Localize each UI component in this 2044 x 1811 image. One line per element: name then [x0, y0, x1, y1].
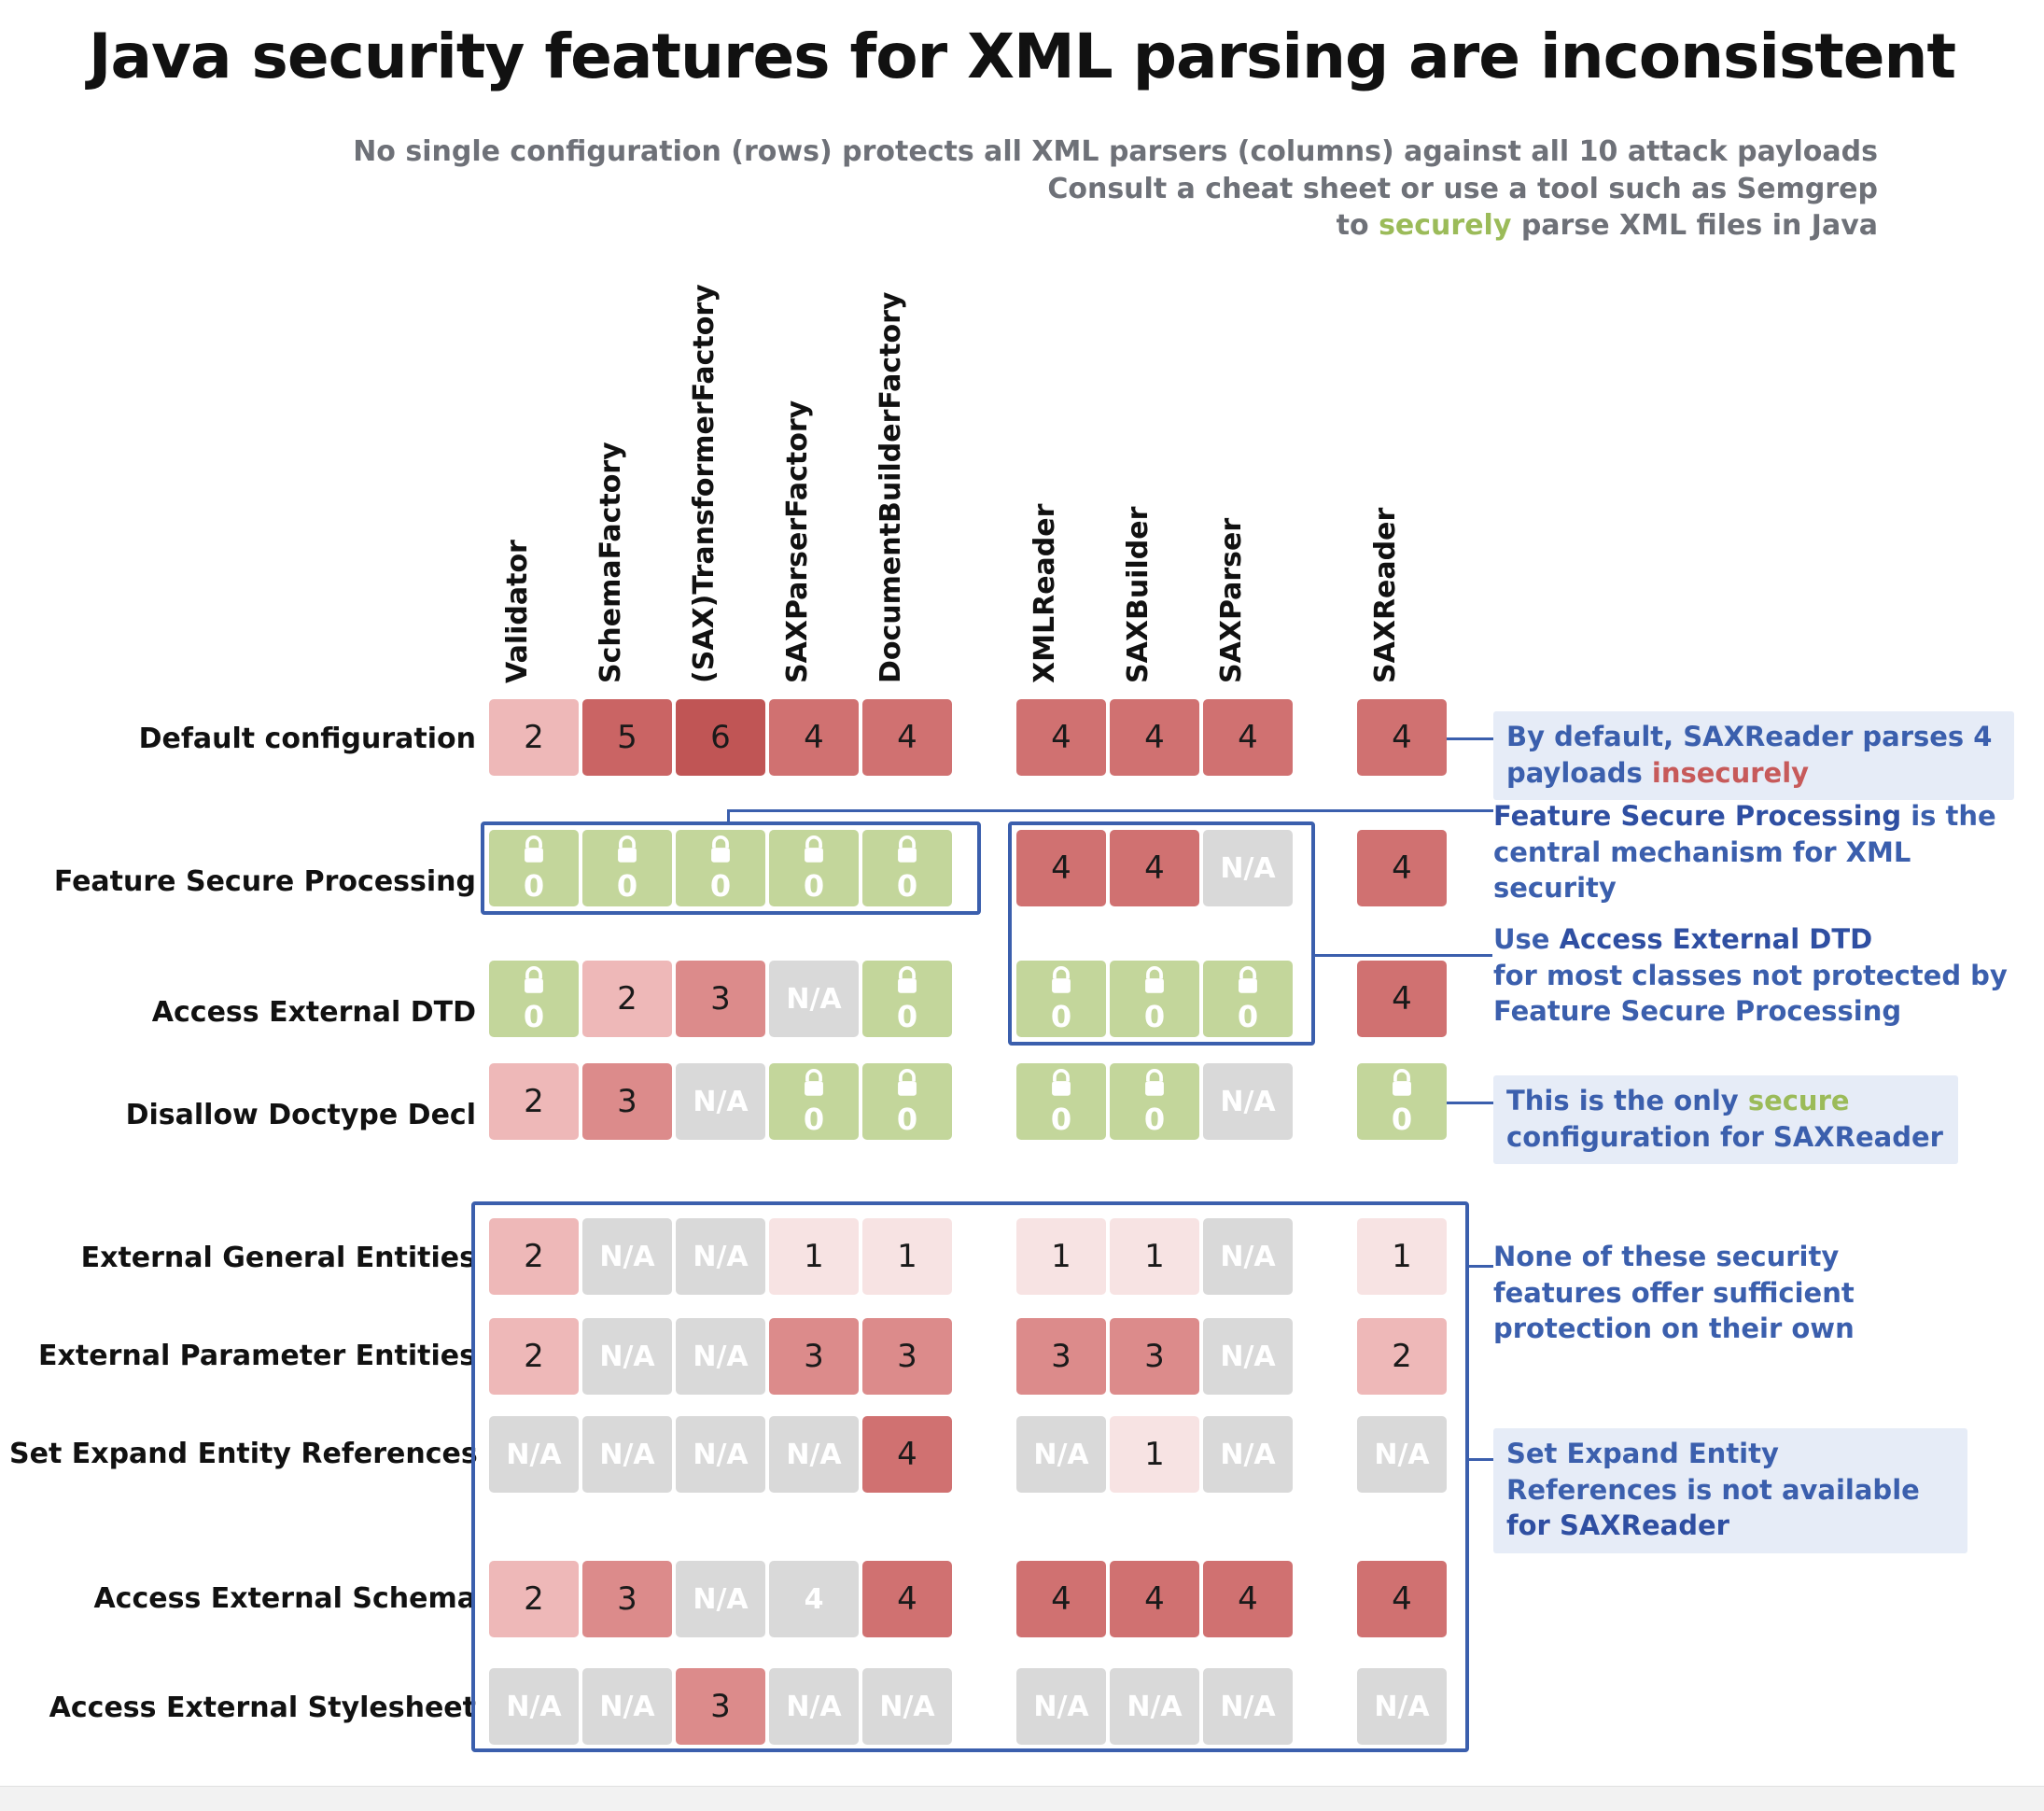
column-header-saxreader: SAXReader: [1369, 507, 1402, 683]
leader-line-ddd: [1447, 1102, 1493, 1104]
heatmap-cell-na: N/A: [769, 1416, 859, 1493]
subtitle-line-3-pre: to: [1336, 209, 1379, 243]
heatmap-cell-na: N/A: [582, 1416, 672, 1493]
heatmap-cell: 2: [489, 699, 579, 776]
heatmap-cell: 4: [1016, 699, 1106, 776]
heatmap-cell: 1: [1016, 1218, 1106, 1295]
column-header-xmlreader: XMLReader: [1029, 503, 1061, 683]
heatmap-cell-na: N/A: [1357, 1416, 1447, 1493]
heatmap-cell-na: N/A: [582, 1318, 672, 1395]
heatmap-cell-na: N/A: [676, 1218, 765, 1295]
heatmap-cell: 1: [1110, 1416, 1199, 1493]
heatmap-cell: 4: [1357, 830, 1447, 906]
annotation-disallow-doctype-decl: [1493, 1075, 1958, 1164]
heatmap-cell: 3: [769, 1318, 859, 1395]
heatmap-cell: 2: [1357, 1318, 1447, 1395]
heatmap-grid: [0, 21, 2044, 1811]
heatmap-cell: 4: [1016, 1561, 1106, 1637]
annotation-fsp-rest: is the central mechanism for XML security: [1493, 800, 1996, 905]
heatmap-cell-secure: [862, 1063, 952, 1140]
heatmap-cell: 4: [1357, 699, 1447, 776]
heatmap-cell: 4: [862, 699, 952, 776]
heatmap-cell-na: N/A: [489, 1416, 579, 1493]
heatmap-cell: 2: [489, 1218, 579, 1295]
page-title: Java security features for XML parsing are inconsistent: [88, 21, 1956, 92]
cell-value: 0: [709, 868, 732, 904]
heatmap-cell-na: N/A: [489, 1668, 579, 1745]
heatmap-cell-na: N/A: [1016, 1668, 1106, 1745]
row-label-external-general-entities: External General Entities: [80, 1242, 476, 1274]
heatmap-cell-na: N/A: [1016, 1416, 1106, 1493]
heatmap-cell: 2: [489, 1561, 579, 1637]
heatmap-cell-na: N/A: [1203, 1668, 1293, 1745]
subtitle-line-1: No single configuration (rows) protects all XML parsers (columns) against all 10 attack payloads: [353, 135, 1878, 169]
row-label-disallow-doctype-decl: Disallow Doctype Decl: [125, 1099, 476, 1131]
column-header-transformerfactory: (SAX)TransformerFactory: [688, 284, 721, 683]
heatmap-cell: 5: [582, 699, 672, 776]
cell-value: 0: [803, 868, 825, 904]
heatmap-cell-na: N/A: [1203, 1063, 1293, 1140]
column-header-documentbuilderfactory: DocumentBuilderFactory: [875, 291, 907, 683]
annotation-aed-bold: Access External DTD: [1559, 923, 1873, 955]
heatmap-cell: 4: [1110, 1561, 1199, 1637]
annotation-ddd-pre: This is the only: [1506, 1085, 1748, 1116]
heatmap-cell-secure: [1110, 1063, 1199, 1140]
column-header-saxbuilder: SAXBuilder: [1122, 506, 1155, 683]
annotation-default-config-red: insecurely: [1651, 756, 1810, 789]
heatmap-cell-na: N/A: [1203, 1318, 1293, 1395]
cell-value: 0: [523, 868, 545, 904]
heatmap-cell: 1: [862, 1218, 952, 1295]
heatmap-cell-na: N/A: [1203, 830, 1293, 906]
cell-value: 0: [1050, 1102, 1072, 1137]
subtitle-line-3-green: securely: [1379, 209, 1512, 243]
heatmap-cell: 4: [862, 1561, 952, 1637]
annotation-seer-pre: Set Expand Entity References is not available: [1506, 1438, 1920, 1506]
cell-value: 0: [896, 868, 918, 904]
annotation-default-configuration: [1493, 711, 2014, 800]
heatmap-cell: 4: [769, 699, 859, 776]
heatmap-cell-na: N/A: [1203, 1416, 1293, 1493]
row-label-feature-secure-processing: Feature Secure Processing: [53, 865, 476, 898]
highlight-insufficient-features-group: [471, 1201, 1469, 1752]
heatmap-cell: 2: [582, 961, 672, 1037]
leader-line-aed: [1315, 954, 1492, 957]
cell-value: 0: [1237, 999, 1259, 1034]
annotation-aed-pre: Use: [1493, 923, 1560, 955]
highlight-aed-group: [1008, 821, 1315, 1046]
subtitle-line-2: Consult a cheat sheet or use a tool such as Semgrep: [1047, 172, 1878, 205]
heatmap-cell: 4: [1016, 830, 1106, 906]
infographic-page: [0, 21, 2044, 1811]
leader-line-default-config: [1447, 737, 1493, 740]
heatmap-cell-secure: [1016, 1063, 1106, 1140]
heatmap-cell-secure: [1357, 1063, 1447, 1140]
cell-value: 0: [616, 868, 638, 904]
heatmap-cell: 4: [1110, 830, 1199, 906]
highlight-fsp-secure-group: [481, 821, 981, 915]
heatmap-cell: 3: [676, 961, 765, 1037]
row-label-access-external-schema: Access External Schema: [93, 1582, 476, 1615]
heatmap-cell-na: 4: [769, 1561, 859, 1637]
annotation-no-sufficient-protection: None of these security features offer sufficient protection on their own: [1493, 1241, 1855, 1345]
heatmap-cell-na: N/A: [1203, 1218, 1293, 1295]
heatmap-cell: 4: [1203, 699, 1293, 776]
row-label-external-parameter-entities: External Parameter Entities: [38, 1340, 476, 1372]
cell-value: 0: [523, 999, 545, 1034]
cell-value: 0: [896, 999, 918, 1034]
cell-value: 0: [1050, 999, 1072, 1034]
annotation-access-external-dtd: [1493, 921, 2016, 1030]
heatmap-cell: 3: [1016, 1318, 1106, 1395]
row-label-access-external-stylesheet: Access External Stylesheet: [49, 1692, 476, 1724]
heatmap-cell: 3: [862, 1318, 952, 1395]
annotation-set-expand-entity-references: [1493, 1428, 1967, 1553]
row-label-default-configuration: Default configuration: [138, 723, 476, 755]
row-label-set-expand-entity-references: Set Expand Entity References: [9, 1438, 478, 1470]
cell-value: 0: [1143, 999, 1166, 1034]
heatmap-cell-secure: [769, 1063, 859, 1140]
heatmap-cell-na: N/A: [769, 961, 859, 1037]
column-header-saxparserfactory: SAXParserFactory: [781, 400, 814, 683]
column-header-saxparser: SAXParser: [1215, 517, 1248, 683]
column-header-validator: Validator: [501, 540, 534, 683]
row-label-access-external-dtd: Access External DTD: [151, 996, 476, 1029]
annotation-ddd-green: secure: [1747, 1085, 1850, 1116]
heatmap-cell-secure: [862, 961, 952, 1037]
subtitle-line-3-post: parse XML files in Java: [1511, 209, 1878, 243]
annotation-default-config-text: By default, SAXReader parses 4 payloads: [1506, 721, 1993, 789]
heatmap-cell: 1: [1110, 1218, 1199, 1295]
heatmap-cell: 1: [769, 1218, 859, 1295]
heatmap-cell: 2: [489, 1063, 579, 1140]
heatmap-cell-na: N/A: [1110, 1668, 1199, 1745]
annotation-fsp-bold: Feature Secure Processing: [1493, 800, 1902, 832]
leader-line-insufficient: [1469, 1265, 1493, 1268]
heatmap-cell: 6: [676, 699, 765, 776]
annotation-feature-secure-processing: [1493, 798, 2016, 906]
leader-line-fsp-horiz: [727, 809, 1493, 812]
heatmap-cell: 4: [1203, 1561, 1293, 1637]
annotation-seer-post: for SAXReader: [1506, 1509, 1729, 1542]
heatmap-cell: 4: [1357, 961, 1447, 1037]
heatmap-cell-na: N/A: [582, 1668, 672, 1745]
heatmap-cell-na: N/A: [676, 1318, 765, 1395]
leader-line-seer: [1469, 1458, 1493, 1461]
heatmap-cell-na: N/A: [1357, 1668, 1447, 1745]
annotation-ddd-post: configuration for SAXReader: [1506, 1120, 1943, 1153]
heatmap-cell: 4: [1357, 1561, 1447, 1637]
heatmap-cell-na: N/A: [676, 1561, 765, 1637]
heatmap-cell: 2: [489, 1318, 579, 1395]
heatmap-cell-na: N/A: [862, 1668, 952, 1745]
cell-value: 0: [896, 1102, 918, 1137]
heatmap-cell: 3: [582, 1063, 672, 1140]
heatmap-cell: 3: [1110, 1318, 1199, 1395]
heatmap-cell: 3: [582, 1561, 672, 1637]
heatmap-cell-na: N/A: [676, 1063, 765, 1140]
annotation-aed-rest: for most classes not protected by Feature Secure Processing: [1493, 959, 2008, 1028]
column-header-schemafactory: SchemaFactory: [595, 442, 627, 683]
heatmap-cell-secure: [489, 961, 579, 1037]
heatmap-cell-na: N/A: [676, 1416, 765, 1493]
cell-value: 0: [1143, 1102, 1166, 1137]
heatmap-cell-na: N/A: [769, 1668, 859, 1745]
heatmap-cell: 3: [676, 1668, 765, 1745]
cell-value: 0: [1391, 1102, 1413, 1137]
heatmap-cell-na: N/A: [582, 1218, 672, 1295]
cell-value: 0: [803, 1102, 825, 1137]
bottom-bar: [0, 1786, 2044, 1811]
heatmap-cell: 1: [1357, 1218, 1447, 1295]
heatmap-cell: 4: [862, 1416, 952, 1493]
heatmap-cell: 4: [1110, 699, 1199, 776]
